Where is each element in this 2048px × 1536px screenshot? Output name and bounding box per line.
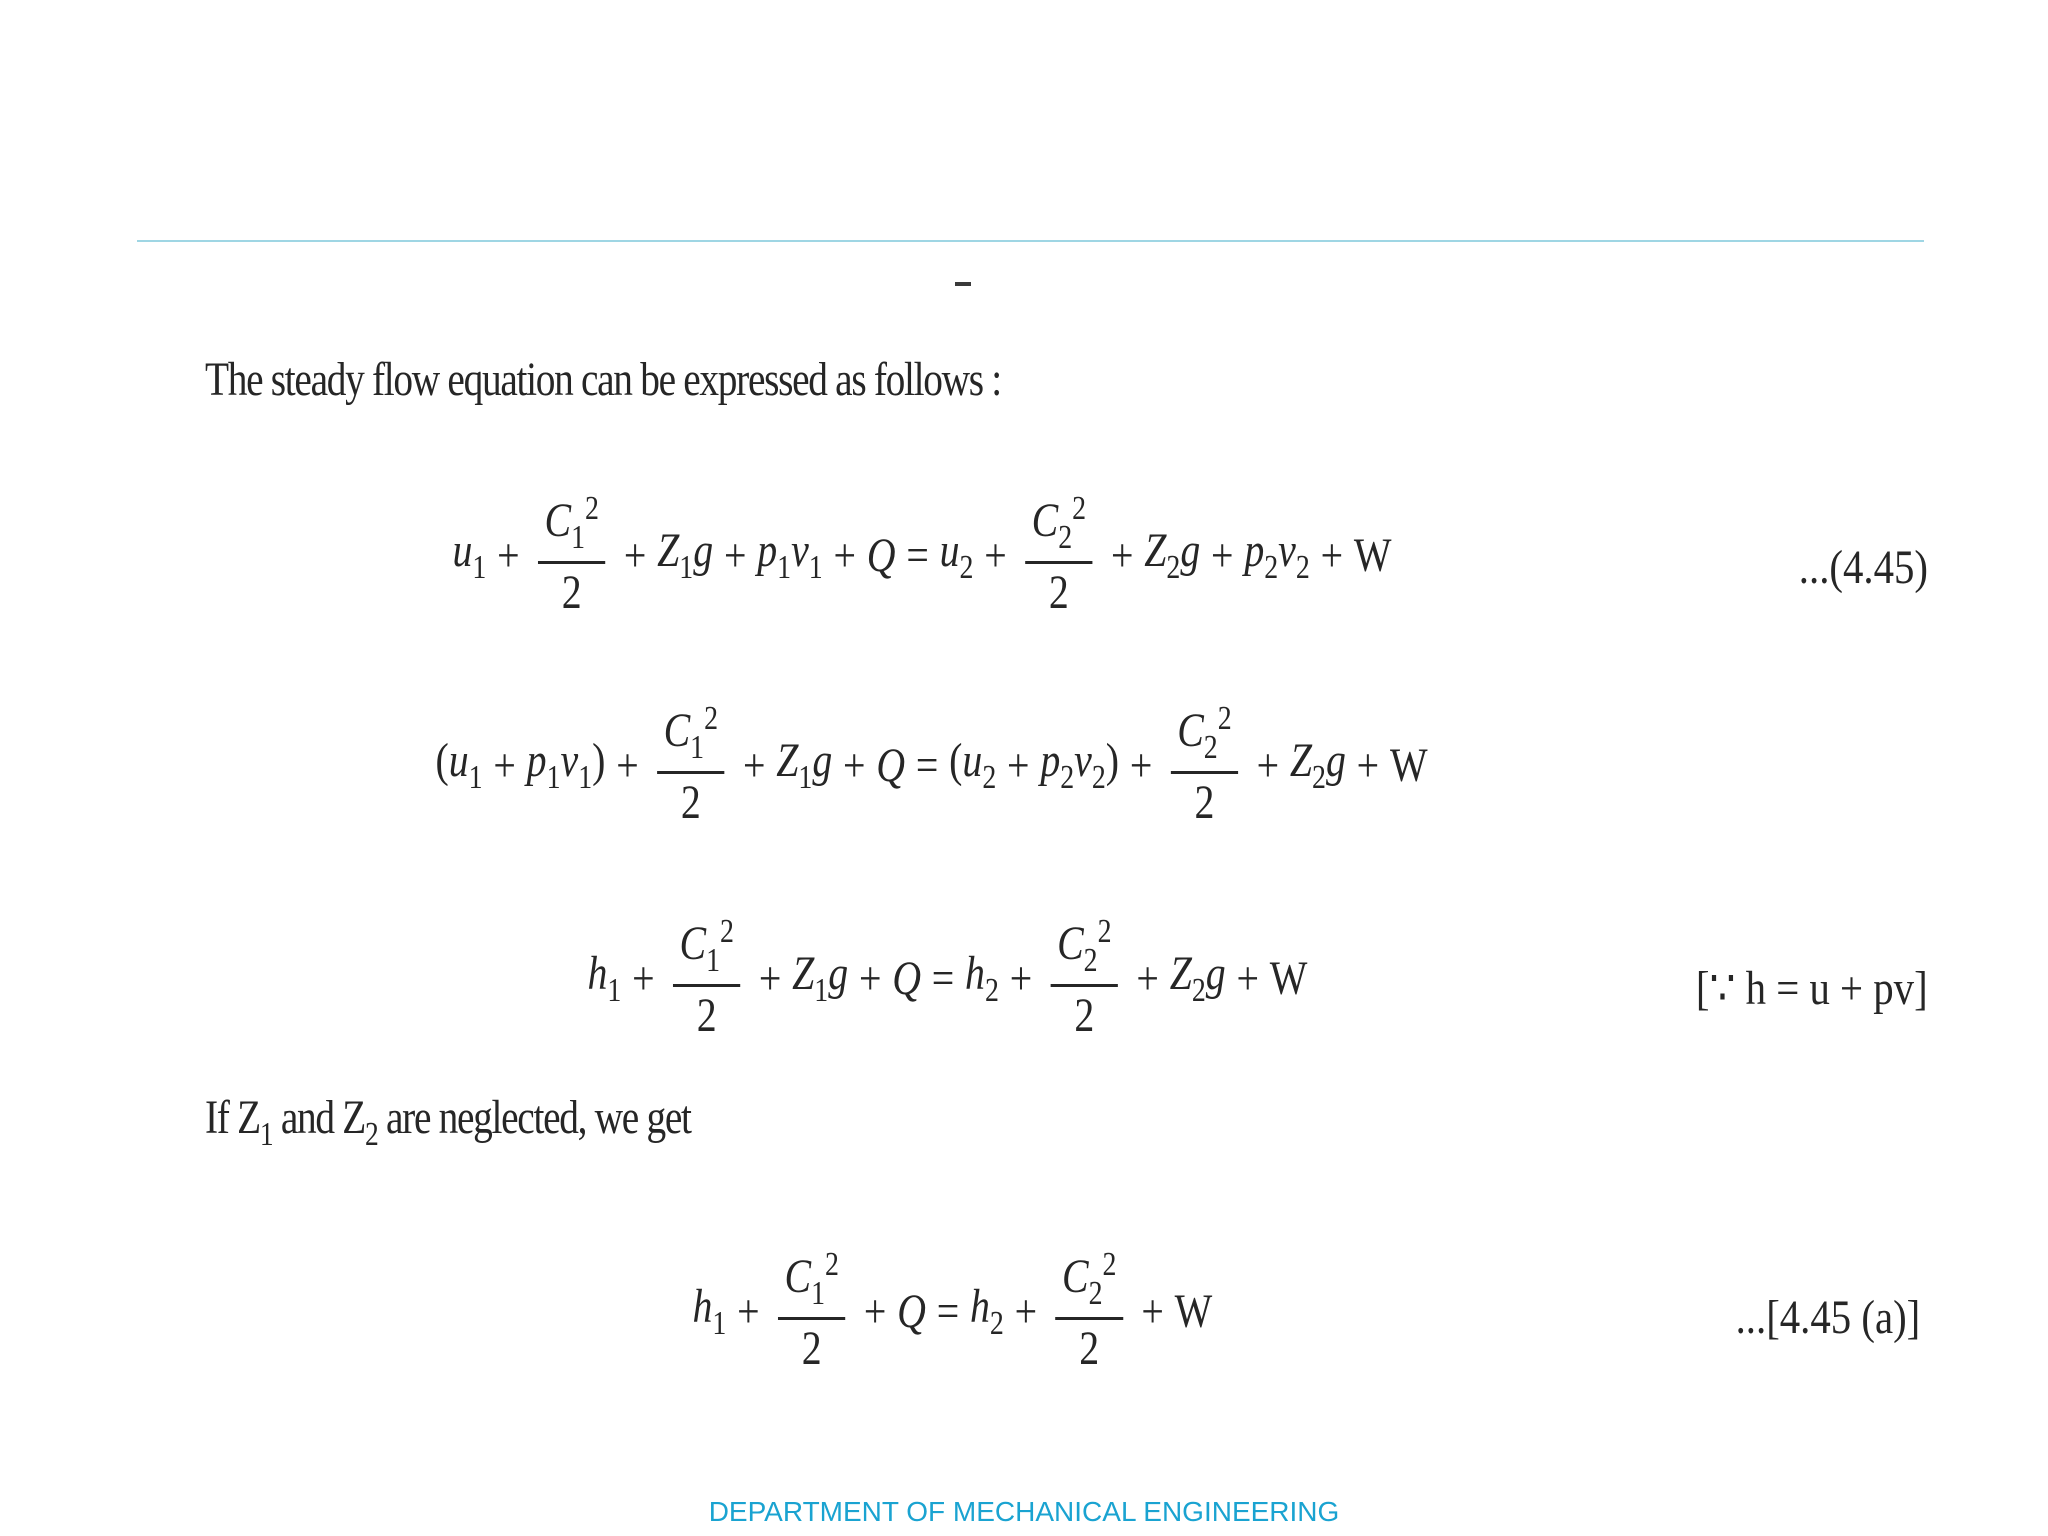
fraction-c1-squared-over-2: $\frac{C_1^2}{2}$	[673, 914, 741, 1041]
intro-text: The steady flow equation can be expressed as follows :	[205, 353, 1001, 406]
fraction-c2-squared-over-2: $\frac{C_2^2}{2}$	[1171, 701, 1239, 828]
fraction-c1-squared-over-2: $\frac{C_1^2}{2}$	[538, 491, 606, 618]
equation-grouped-enthalpy: ($u_1$ + $p_1v_1$) + $\frac{C_1^2}{2}$ + $Z_1g$ + Q = ($u_2$ + $p_2v_2$) + $\frac{C_2^2}{2}$ + $Z_2g$ + W	[435, 700, 1428, 830]
neglect-sub-1: 1	[259, 1115, 273, 1153]
neglect-text-pre: If Z	[205, 1091, 260, 1144]
equation-number-4-45: ...(4.45)	[1798, 541, 1928, 594]
enthalpy-definition-note: [∵ h = u + pv]	[1696, 962, 1928, 1015]
equation-number-4-45a: ...[4.45 (a)]	[1735, 1291, 1920, 1344]
fraction-c1-squared-over-2: $\frac{C_1^2}{2}$	[657, 701, 725, 828]
neglect-text-post: are neglected, we get	[377, 1091, 691, 1144]
equation-4-45a: $h_1$ + $\frac{C_1^2}{2}$ + Q = $h_2$ + $\frac{C_2^2}{2}$ + W	[692, 1246, 1213, 1376]
fraction-c2-squared-over-2: $\frac{C_2^2}{2}$	[1050, 914, 1118, 1041]
header-divider	[137, 240, 1924, 242]
neglect-paragraph	[205, 1090, 691, 1154]
fraction-c1-squared-over-2: $\frac{C_1^2}{2}$	[778, 1247, 846, 1374]
fraction-c2-squared-over-2: $\frac{C_2^2}{2}$	[1055, 1247, 1123, 1374]
footer-department: DEPARTMENT OF MECHANICAL ENGINEERING	[708, 1496, 1340, 1527]
equation-enthalpy-form: $h_1$ + $\frac{C_1^2}{2}$ + $Z_1g$ + Q = $h_2$ + $\frac{C_2^2}{2}$ + $Z_2g$ + W	[587, 913, 1308, 1043]
dash-mark	[955, 282, 971, 286]
equation-4-45: $u_1$ + $\frac{C_1^2}{2}$ + $Z_1g$ + $p_1v_1$ + Q = $u_2$ + $\frac{C_2^2}{2}$ + $Z_2g$ + $p_2v_2$ + W	[452, 490, 1392, 620]
neglect-text-mid: and Z	[272, 1091, 366, 1144]
neglect-sub-2: 2	[365, 1115, 378, 1153]
fraction-c2-squared-over-2: $\frac{C_2^2}{2}$	[1025, 491, 1093, 618]
